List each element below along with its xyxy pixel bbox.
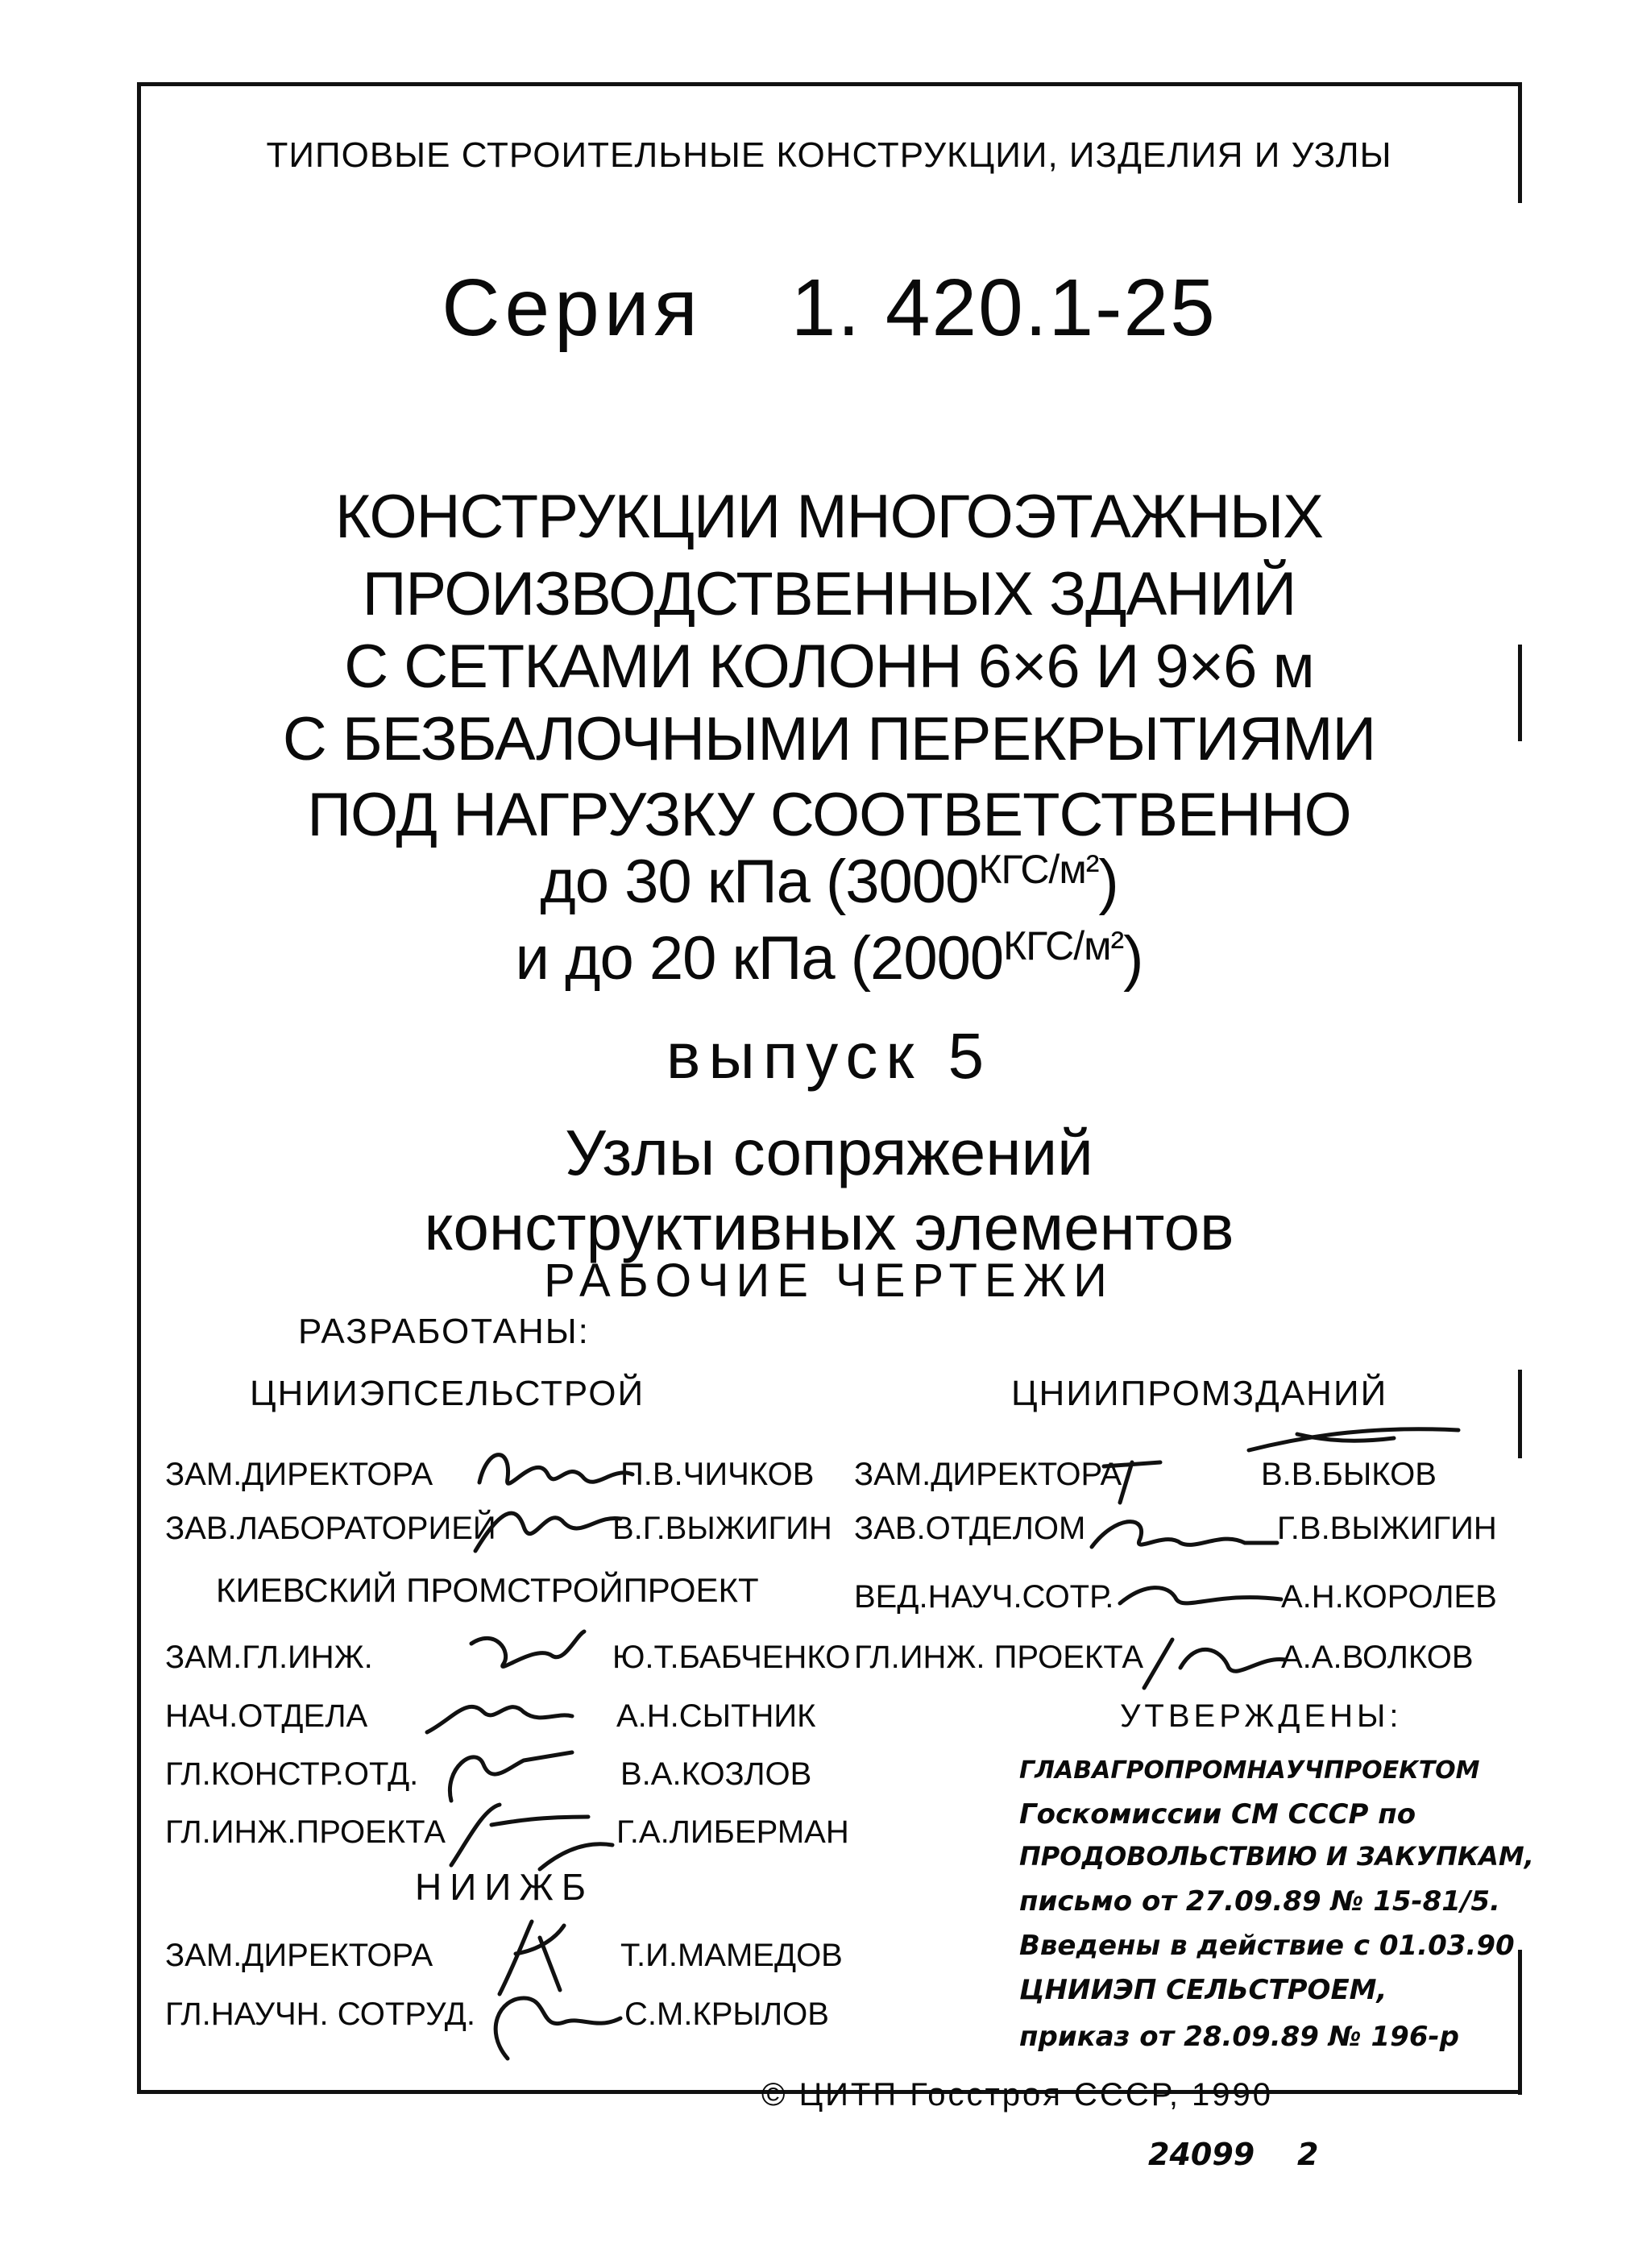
signer-name: А.Н.КОРОЛЕВ	[1281, 1579, 1497, 1615]
signature-scribble	[419, 1680, 580, 1744]
series-number: 1. 420.1-25	[790, 263, 1217, 353]
frame-right-edge	[1518, 1370, 1522, 1458]
subtitle-line: конструктивных элементов	[424, 1192, 1234, 1263]
frame-right-edge	[1518, 1950, 1522, 2095]
signer-name: В.Г.ВЫЖИГИН	[612, 1511, 832, 1546]
signer-name: Г.А.ЛИБЕРМАН	[616, 1814, 849, 1850]
signature-scribble	[455, 1619, 592, 1684]
signer-name: Ю.Т.БАБЧЕНКО	[612, 1640, 851, 1675]
signer-role: ЗАВ.ЛАБОРАТОРИЕЙ	[165, 1511, 496, 1546]
approved-label: УТВЕРЖДЕНЫ:	[1120, 1698, 1403, 1734]
signer-role: НАЧ.ОТДЕЛА	[165, 1698, 368, 1734]
load-close: )	[1123, 924, 1143, 993]
title-line: С СЕТКАМИ КОЛОНН 6×6 И 9×6 м	[344, 632, 1314, 701]
load-unit: КГС/м²	[1003, 923, 1124, 968]
org-name: НИИЖБ	[415, 1866, 595, 1908]
title-line: ПОД НАГРУЗКУ СООТВЕТСТВЕННО	[307, 781, 1351, 849]
signature-scribble	[532, 1833, 620, 1881]
signer-role: ВЕД.НАУЧ.СОТР.	[854, 1579, 1114, 1615]
approval-line: ПРОДОВОЛЬСТВИЮ И ЗАКУПКАМ,	[1019, 1841, 1534, 1872]
signature-scribble	[467, 1982, 628, 2063]
title-line: ПРОИЗВОДСТВЕННЫХ ЗДАНИЙ	[362, 560, 1296, 628]
signer-name: В.В.БЫКОВ	[1261, 1457, 1437, 1492]
approval-line: Госкомиссии СМ СССР по	[1019, 1798, 1416, 1831]
approval-line: письмо от 27.09.89 № 15-81/5.	[1019, 1885, 1500, 1918]
org-name: КИЕВСКИЙ ПРОМСТРОЙПРОЕКТ	[216, 1571, 759, 1609]
issue-number: выпуск 5	[666, 1020, 993, 1092]
series-label: Серия	[442, 263, 703, 353]
signer-role: ЗАМ.ДИРЕКТОРА	[165, 1938, 433, 1973]
signer-role: ГЛ.НАУЧН. СОТРУД.	[165, 1996, 475, 2032]
signer-role: ЗАМ.ГЛ.ИНЖ.	[165, 1640, 373, 1675]
signer-role: ЗАМ.ДИРЕКТОРА	[165, 1457, 433, 1492]
signer-name: Т.И.МАМЕДОВ	[620, 1938, 843, 1973]
signer-name: А.Н.СЫТНИК	[616, 1698, 816, 1734]
series-line	[137, 262, 1521, 355]
org-name: ЦНИИЭПСЕЛЬСТРОЙ	[250, 1374, 645, 1413]
approval-line: ЦНИИЭП СЕЛЬСТРОЕМ,	[1019, 1974, 1387, 2006]
load-line-1	[137, 846, 1521, 917]
signature-scribble	[1132, 1623, 1293, 1696]
signer-name: П.В.ЧИЧКОВ	[620, 1457, 815, 1492]
signature-scribble	[1112, 1567, 1289, 1623]
signer-name: С.М.КРЫЛОВ	[624, 1996, 829, 2032]
signer-role: ЗАМ.ДИРЕКТОРА	[854, 1457, 1122, 1492]
signer-name: Г.В.ВЫЖИГИН	[1277, 1511, 1497, 1546]
copyright: © ЦИТП Госстроя СССР, 1990	[761, 2077, 1274, 2113]
signer-role: ГЛ.КОНСТР.ОТД.	[165, 1756, 419, 1792]
load-close: )	[1098, 848, 1118, 916]
approval-line: ГЛАВАГРОПРОМНАУЧПРОЕКТОМ	[1019, 1756, 1480, 1785]
developed-label: РАЗРАБОТАНЫ:	[298, 1312, 590, 1351]
signer-role: ГЛ.ИНЖ.ПРОЕКТА	[165, 1814, 446, 1850]
page-number: 2	[1297, 2137, 1319, 2172]
signature-scribble	[1076, 1499, 1285, 1563]
signer-name: А.А.ВОЛКОВ	[1281, 1640, 1474, 1675]
title-line: КОНСТРУКЦИИ МНОГОЭТАЖНЫХ	[335, 483, 1323, 551]
load-line-2	[137, 923, 1521, 993]
subtitle-line: Узлы сопряжений	[565, 1117, 1093, 1188]
signer-role: ЗАВ.ОТДЕЛОМ	[854, 1511, 1086, 1546]
signature-scribble	[1088, 1418, 1474, 1507]
load-value: и до 20 кПа (2000	[515, 924, 1004, 993]
approval-line: приказ от 28.09.89 № 196-р	[1019, 2021, 1459, 2053]
signature-scribble	[467, 1495, 628, 1567]
org-name: ЦНИИПРОМЗДАНИЙ	[1011, 1374, 1388, 1413]
load-value: до 30 кПа (3000	[540, 848, 979, 916]
signer-name: В.А.КОЗЛОВ	[620, 1756, 812, 1792]
load-unit: КГС/м²	[978, 847, 1099, 892]
working-drawings-label: РАБОЧИЕ ЧЕРТЕЖИ	[544, 1254, 1114, 1307]
title-line: С БЕЗБАЛОЧНЫМИ ПЕРЕКРЫТИЯМИ	[282, 705, 1376, 773]
signer-role: ГЛ.ИНЖ. ПРОЕКТА	[854, 1640, 1144, 1675]
inventory-number: 24099	[1148, 2137, 1255, 2172]
document-header: ТИПОВЫЕ СТРОИТЕЛЬНЫЕ КОНСТРУКЦИИ, ИЗДЕЛИЯ И УЗЛЫ	[266, 135, 1392, 175]
approval-line: Введены в действие с 01.03.90	[1019, 1930, 1515, 1962]
